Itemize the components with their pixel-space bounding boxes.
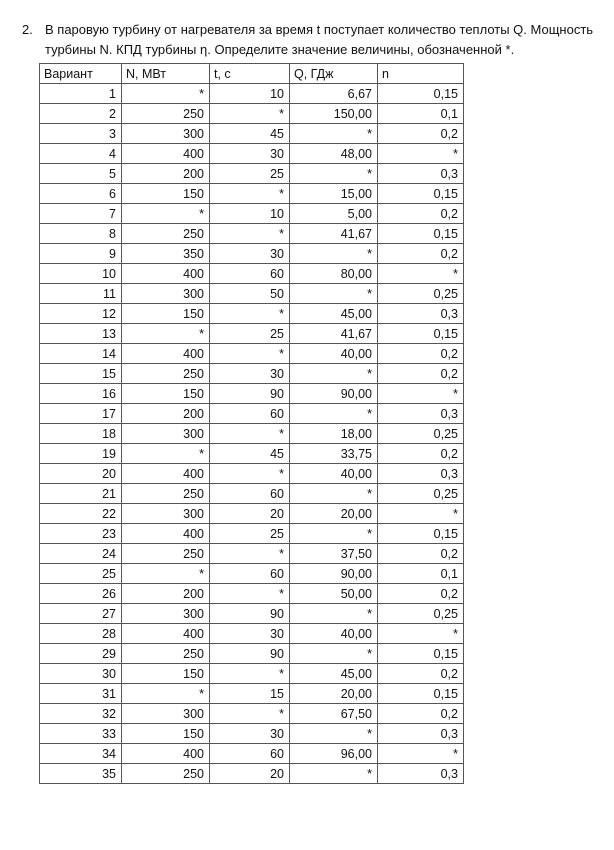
table-row [40,264,464,284]
cell-heat: 90,00 [290,564,378,584]
cell-variant: 8 [40,224,122,244]
cell-efficiency: 0,2 [378,124,464,144]
cell-efficiency: 0,2 [378,364,464,384]
table-row [40,744,464,764]
cell-variant: 34 [40,744,122,764]
cell-power: 400 [122,744,210,764]
cell-power: 150 [122,384,210,404]
cell-power: * [122,84,210,104]
cell-power: * [122,324,210,344]
cell-efficiency: 0,2 [378,244,464,264]
cell-power: 300 [122,604,210,624]
cell-power: * [122,564,210,584]
cell-efficiency: 0,2 [378,444,464,464]
cell-power: 250 [122,484,210,504]
cell-power: 250 [122,764,210,784]
cell-variant: 16 [40,384,122,404]
cell-efficiency: 0,3 [378,764,464,784]
cell-efficiency: * [378,384,464,404]
cell-power: 400 [122,464,210,484]
table-row [40,324,464,344]
cell-variant: 15 [40,364,122,384]
table-row [40,364,464,384]
cell-time: 60 [210,744,290,764]
cell-heat: 67,50 [290,704,378,724]
cell-efficiency: * [378,624,464,644]
cell-variant: 1 [40,84,122,104]
table-row [40,484,464,504]
cell-time: 60 [210,404,290,424]
cell-variant: 11 [40,284,122,304]
cell-time: * [210,584,290,604]
cell-power: 200 [122,404,210,424]
cell-heat: 37,50 [290,544,378,564]
cell-efficiency: 0,25 [378,604,464,624]
cell-efficiency: 0,25 [378,284,464,304]
cell-time: 25 [210,164,290,184]
cell-variant: 32 [40,704,122,724]
header-heat: Q, ГДж [290,64,378,84]
cell-power: 400 [122,524,210,544]
cell-variant: 4 [40,144,122,164]
cell-variant: 13 [40,324,122,344]
cell-heat: 80,00 [290,264,378,284]
cell-heat: 150,00 [290,104,378,124]
table-body [40,84,464,784]
cell-power: 150 [122,724,210,744]
cell-efficiency: 0,1 [378,564,464,584]
table-row [40,84,464,104]
cell-efficiency: 0,3 [378,404,464,424]
cell-power: 250 [122,544,210,564]
cell-efficiency: 0,15 [378,224,464,244]
cell-efficiency: 0,3 [378,724,464,744]
task-statement [22,20,597,60]
cell-heat: 6,67 [290,84,378,104]
cell-time: * [210,664,290,684]
cell-variant: 35 [40,764,122,784]
cell-variant: 22 [40,504,122,524]
table-row [40,424,464,444]
table-row [40,624,464,644]
cell-power: 300 [122,124,210,144]
cell-time: 60 [210,564,290,584]
cell-heat: * [290,764,378,784]
cell-power: * [122,204,210,224]
cell-power: 200 [122,164,210,184]
cell-power: 150 [122,184,210,204]
cell-time: * [210,304,290,324]
cell-efficiency: 0,3 [378,164,464,184]
header-variant: Вариант [40,64,122,84]
cell-variant: 18 [40,424,122,444]
cell-heat: 50,00 [290,584,378,604]
cell-heat: * [290,604,378,624]
cell-heat: 20,00 [290,504,378,524]
cell-time: 45 [210,124,290,144]
table-row [40,404,464,424]
cell-variant: 24 [40,544,122,564]
cell-heat: 33,75 [290,444,378,464]
cell-time: 30 [210,144,290,164]
cell-time: 20 [210,764,290,784]
cell-variant: 3 [40,124,122,144]
cell-variant: 12 [40,304,122,324]
table-row [40,284,464,304]
cell-power: 200 [122,584,210,604]
cell-efficiency: 0,15 [378,644,464,664]
cell-time: 45 [210,444,290,464]
cell-power: 300 [122,424,210,444]
table-row [40,504,464,524]
cell-efficiency: 0,15 [378,324,464,344]
cell-variant: 2 [40,104,122,124]
table-row [40,224,464,244]
cell-variant: 27 [40,604,122,624]
cell-power: 150 [122,304,210,324]
cell-time: 15 [210,684,290,704]
cell-time: * [210,544,290,564]
cell-efficiency: 0,2 [378,664,464,684]
cell-time: 30 [210,244,290,264]
cell-efficiency: 0,2 [378,704,464,724]
cell-time: 60 [210,484,290,504]
table-row [40,464,464,484]
cell-heat: 45,00 [290,664,378,684]
cell-variant: 29 [40,644,122,664]
cell-variant: 14 [40,344,122,364]
table-row [40,644,464,664]
header-power: N, МВт [122,64,210,84]
cell-time: * [210,704,290,724]
cell-heat: 96,00 [290,744,378,764]
cell-heat: 40,00 [290,344,378,364]
cell-heat: 20,00 [290,684,378,704]
cell-heat: * [290,124,378,144]
cell-efficiency: 0,2 [378,584,464,604]
cell-efficiency: * [378,744,464,764]
cell-heat: * [290,644,378,664]
cell-heat: 40,00 [290,624,378,644]
cell-power: 400 [122,344,210,364]
cell-variant: 21 [40,484,122,504]
header-time: t, с [210,64,290,84]
task-number: 2. [22,22,33,37]
cell-efficiency: 0,15 [378,184,464,204]
table-row [40,184,464,204]
cell-time: 25 [210,324,290,344]
table-row [40,524,464,544]
cell-time: 10 [210,204,290,224]
cell-time: 90 [210,644,290,664]
cell-variant: 31 [40,684,122,704]
cell-variant: 7 [40,204,122,224]
cell-time: 10 [210,84,290,104]
cell-time: * [210,104,290,124]
cell-time: 90 [210,384,290,404]
cell-variant: 25 [40,564,122,584]
cell-heat: 45,00 [290,304,378,324]
table-row [40,584,464,604]
cell-efficiency: 0,3 [378,304,464,324]
cell-heat: * [290,284,378,304]
cell-variant: 30 [40,664,122,684]
table-row [40,544,464,564]
table-row [40,764,464,784]
cell-heat: 48,00 [290,144,378,164]
cell-heat: 40,00 [290,464,378,484]
table-row [40,704,464,724]
cell-variant: 33 [40,724,122,744]
cell-efficiency: 0,15 [378,684,464,704]
table-row [40,724,464,744]
cell-heat: 18,00 [290,424,378,444]
cell-power: * [122,444,210,464]
table-header-row [40,64,464,84]
table-row [40,204,464,224]
cell-variant: 23 [40,524,122,544]
table-row [40,144,464,164]
task-text: В паровую турбину от нагревателя за время t поступает количество теплоты Q. Мощность турбины N. КПД турбины η. Определите значение величины, обозначенной *. [45,22,594,57]
cell-variant: 19 [40,444,122,464]
cell-time: 30 [210,724,290,744]
cell-efficiency: * [378,144,464,164]
cell-power: 250 [122,224,210,244]
cell-time: * [210,464,290,484]
cell-heat: * [290,404,378,424]
cell-efficiency: * [378,504,464,524]
table-row [40,384,464,404]
cell-time: * [210,424,290,444]
cell-variant: 17 [40,404,122,424]
cell-time: 25 [210,524,290,544]
cell-power: * [122,684,210,704]
cell-heat: * [290,364,378,384]
cell-efficiency: 0,2 [378,544,464,564]
cell-time: 30 [210,364,290,384]
cell-time: * [210,224,290,244]
cell-efficiency: 0,25 [378,484,464,504]
cell-efficiency: 0,15 [378,84,464,104]
table-row [40,304,464,324]
cell-efficiency: * [378,264,464,284]
cell-time: 20 [210,504,290,524]
cell-heat: * [290,524,378,544]
cell-heat: 15,00 [290,184,378,204]
cell-heat: 5,00 [290,204,378,224]
cell-time: 30 [210,624,290,644]
cell-time: 90 [210,604,290,624]
cell-heat: 41,67 [290,324,378,344]
table-row [40,684,464,704]
cell-variant: 6 [40,184,122,204]
cell-efficiency: 0,15 [378,524,464,544]
cell-power: 400 [122,624,210,644]
cell-power: 400 [122,144,210,164]
cell-efficiency: 0,25 [378,424,464,444]
cell-time: * [210,184,290,204]
cell-power: 250 [122,104,210,124]
cell-power: 300 [122,284,210,304]
cell-variant: 28 [40,624,122,644]
table-row [40,164,464,184]
table-row [40,444,464,464]
cell-variant: 20 [40,464,122,484]
header-efficiency: n [378,64,464,84]
cell-heat: * [290,484,378,504]
cell-time: 60 [210,264,290,284]
cell-heat: * [290,724,378,744]
cell-efficiency: 0,2 [378,204,464,224]
cell-efficiency: 0,3 [378,464,464,484]
cell-time: 50 [210,284,290,304]
cell-efficiency: 0,1 [378,104,464,124]
table-row [40,564,464,584]
table-row [40,664,464,684]
cell-variant: 26 [40,584,122,604]
cell-heat: * [290,244,378,264]
cell-power: 400 [122,264,210,284]
cell-power: 300 [122,504,210,524]
cell-heat: * [290,164,378,184]
cell-time: * [210,344,290,364]
table-row [40,124,464,144]
cell-power: 150 [122,664,210,684]
cell-efficiency: 0,2 [378,344,464,364]
variants-table [39,63,464,784]
cell-power: 250 [122,644,210,664]
cell-power: 250 [122,364,210,384]
cell-variant: 9 [40,244,122,264]
table-row [40,244,464,264]
table-row [40,104,464,124]
cell-variant: 10 [40,264,122,284]
cell-power: 300 [122,704,210,724]
cell-variant: 5 [40,164,122,184]
cell-heat: 41,67 [290,224,378,244]
table-row [40,604,464,624]
table-row [40,344,464,364]
cell-heat: 90,00 [290,384,378,404]
cell-power: 350 [122,244,210,264]
